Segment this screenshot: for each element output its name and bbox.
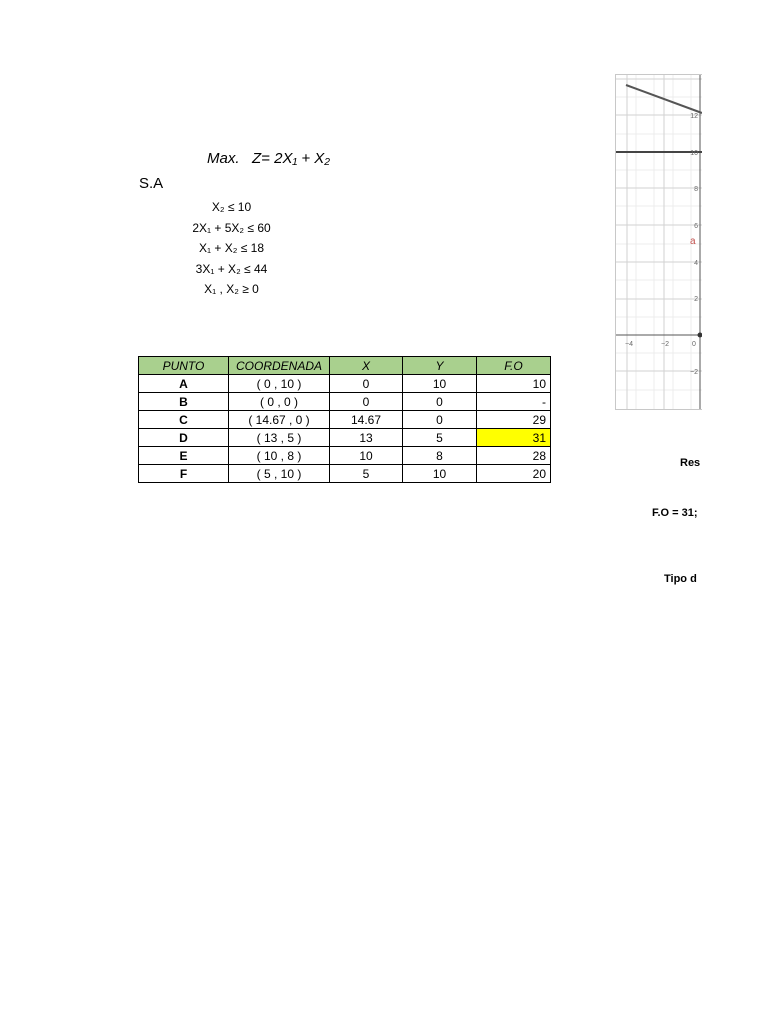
- cell-coordenada: ( 13 , 5 ): [229, 429, 330, 447]
- header-coordenada: COORDENADA: [229, 357, 330, 375]
- cell-y: 5: [403, 429, 477, 447]
- cell-fo-optimal: 31: [477, 429, 551, 447]
- y-tick-label: 10: [690, 150, 698, 157]
- cell-coordenada: ( 14.67 , 0 ): [229, 411, 330, 429]
- fo-result-label: F.O = 31;: [652, 507, 698, 519]
- cell-coordenada: ( 5 , 10 ): [229, 465, 330, 483]
- table-row: [139, 429, 551, 447]
- graph-point-label: a: [690, 236, 696, 247]
- table-row: [139, 393, 551, 411]
- cell-coordenada: ( 0 , 10 ): [229, 375, 330, 393]
- header-x: X: [330, 357, 403, 375]
- y-tick-label: 6: [694, 223, 698, 230]
- cell-fo: 29: [477, 411, 551, 429]
- feasible-region-graph: [615, 74, 702, 410]
- result-label: Res: [680, 457, 701, 469]
- table-row: [139, 411, 551, 429]
- y-tick-label: 8: [694, 186, 698, 193]
- table-row: [139, 375, 551, 393]
- cell-punto: E: [139, 447, 229, 465]
- constraint-nonnegativity: X₁ , X₂ ≥ 0: [204, 282, 259, 296]
- vertices-table: [138, 356, 551, 483]
- subject-to-label: S.A: [139, 175, 164, 192]
- cell-x: 0: [330, 375, 403, 393]
- cell-punto: C: [139, 411, 229, 429]
- table-header-row: [139, 357, 551, 375]
- tipo-label: Tipo d: [664, 573, 697, 585]
- table-row: [139, 447, 551, 465]
- cell-y: 0: [403, 393, 477, 411]
- cell-x: 5: [330, 465, 403, 483]
- cell-fo: -: [477, 393, 551, 411]
- cell-punto: F: [139, 465, 229, 483]
- cell-coordenada: ( 0 , 0 ): [229, 393, 330, 411]
- cell-x: 13: [330, 429, 403, 447]
- constraint-2: 2X₁ + 5X₂ ≤ 60: [192, 220, 271, 235]
- header-fo: F.O: [477, 357, 551, 375]
- header-punto: PUNTO: [139, 357, 229, 375]
- cell-x: 10: [330, 447, 403, 465]
- objective-function: Max. Z= 2X₁ + X₂: [207, 150, 330, 167]
- constraint-3: X₁ + X₂ ≤ 18: [199, 241, 264, 255]
- x-tick-label: −2: [661, 341, 669, 348]
- y-tick-label: 4: [694, 260, 698, 267]
- constraint-4: 3X₁ + X₂ ≤ 44: [195, 261, 268, 276]
- cell-fo: 20: [477, 465, 551, 483]
- table-row: [139, 465, 551, 483]
- cell-x: 0: [330, 393, 403, 411]
- x-tick-label: 0: [692, 341, 696, 348]
- constraints-list: [160, 197, 303, 300]
- cell-punto: D: [139, 429, 229, 447]
- cell-punto: B: [139, 393, 229, 411]
- cell-y: 10: [403, 465, 477, 483]
- cell-coordenada: ( 10 , 8 ): [229, 447, 330, 465]
- y-tick-label: −2: [690, 369, 698, 376]
- cell-fo: 10: [477, 375, 551, 393]
- y-tick-label: 2: [694, 296, 698, 303]
- constraint-1: X₂ ≤ 10: [211, 200, 252, 214]
- cell-punto: A: [139, 375, 229, 393]
- cell-y: 8: [403, 447, 477, 465]
- x-tick-label: −4: [625, 341, 633, 348]
- cell-y: 0: [403, 411, 477, 429]
- cell-fo: 28: [477, 447, 551, 465]
- cell-x: 14.67: [330, 411, 403, 429]
- graph-canvas: [616, 75, 702, 409]
- cell-y: 10: [403, 375, 477, 393]
- header-y: Y: [403, 357, 477, 375]
- y-tick-label: 12: [690, 113, 698, 120]
